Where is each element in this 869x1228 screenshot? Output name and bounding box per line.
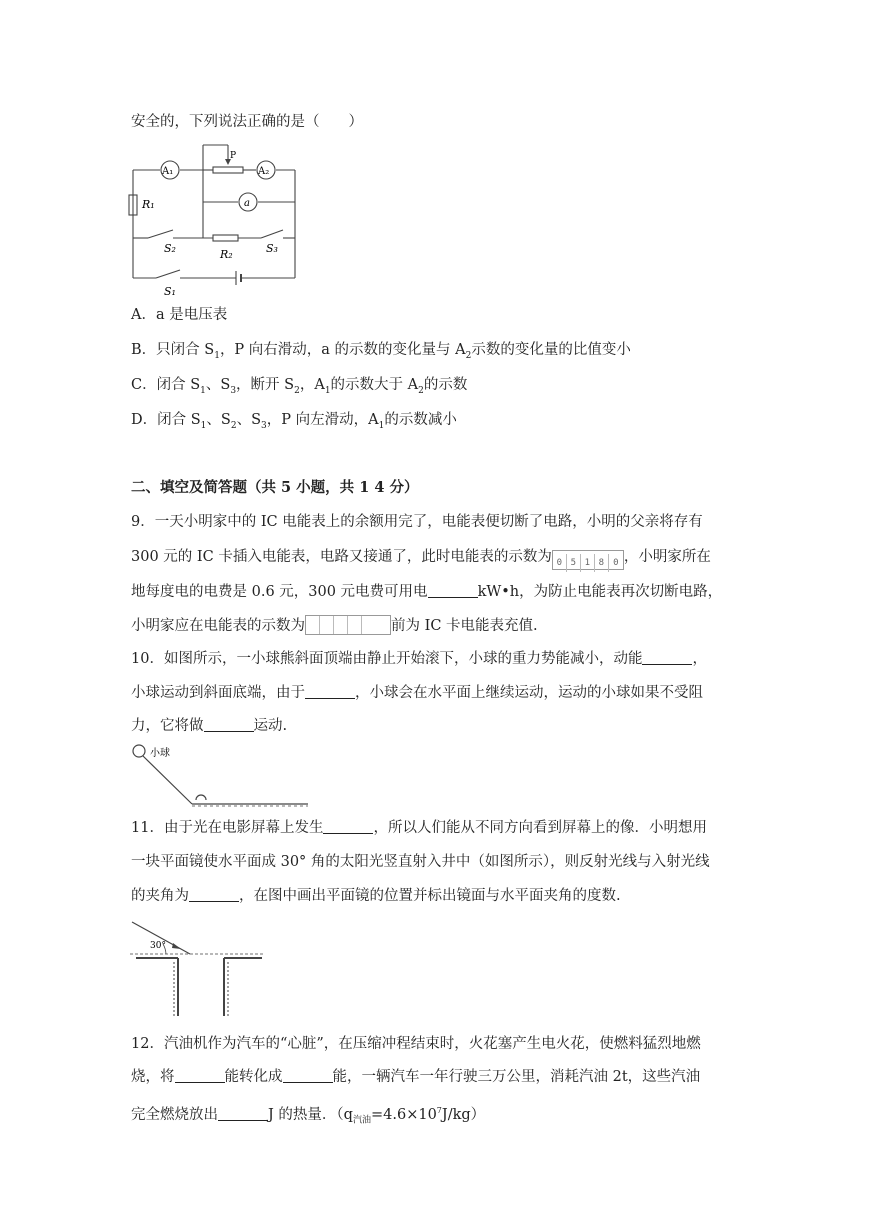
q8-option-a: A．a 是电压表: [131, 307, 228, 323]
r2-label: R₂: [220, 248, 233, 261]
q10-incline-figure: [130, 740, 310, 810]
q10-line-3: 力，它将做 运动.: [131, 718, 288, 734]
s1-label: S₁: [164, 285, 176, 298]
q10-line-2: 小球运动到斜面底端，由于 ，小球会在水平面上继续运动，运动的小球如果不受阻: [131, 685, 703, 701]
slider-p-label: P: [230, 151, 237, 161]
meter-a-label: a: [244, 198, 250, 209]
meter-reading-box: 0 5 1 8 0: [552, 550, 624, 570]
q8-circuit-diagram: [128, 140, 303, 300]
q9-line-4: 小明家应在电能表的示数为 前为 IC 卡电能表充值.: [131, 615, 538, 636]
ball-label: 小球: [150, 748, 170, 759]
answer-blank[interactable]: [283, 1068, 333, 1083]
answer-blank[interactable]: [323, 819, 373, 834]
q12-line-1: 12．汽油机作为汽车的“心脏”，在压缩冲程结束时，火花塞产生电火花，使燃料猛烈地燃: [131, 1036, 701, 1052]
q9-line-1: 9．一天小明家中的 IC 电能表上的余额用完了，电能表便切断了电路，小明的父亲将存有: [131, 514, 703, 530]
answer-blank[interactable]: [189, 887, 239, 902]
section-2-title: 二、填空及简答题（共 5 小题，共 1 4 分）: [131, 479, 419, 496]
q10-line-1: 10．如图所示，一小球熊斜面顶端由静止开始滚下，小球的重力势能减小，动能 ，: [131, 651, 707, 667]
q8-option-d: D．闭合 $S_1$、$S_2$、$S_3$，P 向左滑动，$A_1$的示数减小: [131, 412, 457, 431]
answer-blank[interactable]: [204, 717, 254, 732]
q12-line-3: 完全燃烧放出 J 的热量．$(q_{汽油}=4.6\times 10^7J/kg)$: [131, 1106, 486, 1126]
answer-blank[interactable]: [428, 583, 478, 598]
ammeter-a2-label: A₂: [258, 166, 270, 177]
q12-line-2: 烧，将 能转化成 能，一辆汽车一年行驶三万公里，消耗汽油 2t，这些汽油: [131, 1069, 701, 1085]
q11-well-figure: [130, 918, 270, 1018]
q8-option-c: C．闭合 $S_1$、$S_3$，断开 $S_2$，$A_1$的示数大于 $A_2$的示数: [131, 377, 468, 396]
ammeter-a1-label: A₁: [162, 166, 174, 177]
q11-line-3: 的夹角为 ，在图中画出平面镜的位置并标出镜面与水平面夹角的度数.: [131, 888, 621, 904]
answer-blank[interactable]: [642, 650, 692, 665]
q9-line-2: 300 元的 IC 卡插入电能表，电路又接通了，此时电能表的示数为 0 5 1 8 0 ，小明家所在: [131, 547, 711, 570]
answer-blank[interactable]: [218, 1106, 268, 1121]
r1-label: R₁: [142, 198, 155, 211]
angle-label: 30°: [150, 941, 166, 951]
s3-label: S₃: [266, 242, 278, 255]
q8-stem: 安全的，下列说法正确的是（ ）: [131, 114, 363, 130]
empty-meter-box[interactable]: [305, 615, 391, 635]
answer-blank[interactable]: [305, 684, 355, 699]
q8-option-b: B．只闭合 $S_1$，P 向右滑动，a 的示数的变化量与 $A_2$示数的变化量的比值变小: [131, 342, 631, 361]
q11-line-1: 11．由于光在电影屏幕上发生 ，所以人们能从不同方向看到屏幕上的像．小明想用: [131, 820, 707, 836]
q11-line-2: 一块平面镜使水平面成 30° 角的太阳光竖直射入井中（如图所示），则反射光线与入射光线: [131, 854, 710, 870]
q9-line-3: 地每度电的电费是 0.6 元，300 元电费可用电 kW•h，为防止电能表再次切断电路，: [131, 584, 723, 600]
answer-blank[interactable]: [175, 1068, 225, 1083]
s2-label: S₂: [164, 242, 176, 255]
